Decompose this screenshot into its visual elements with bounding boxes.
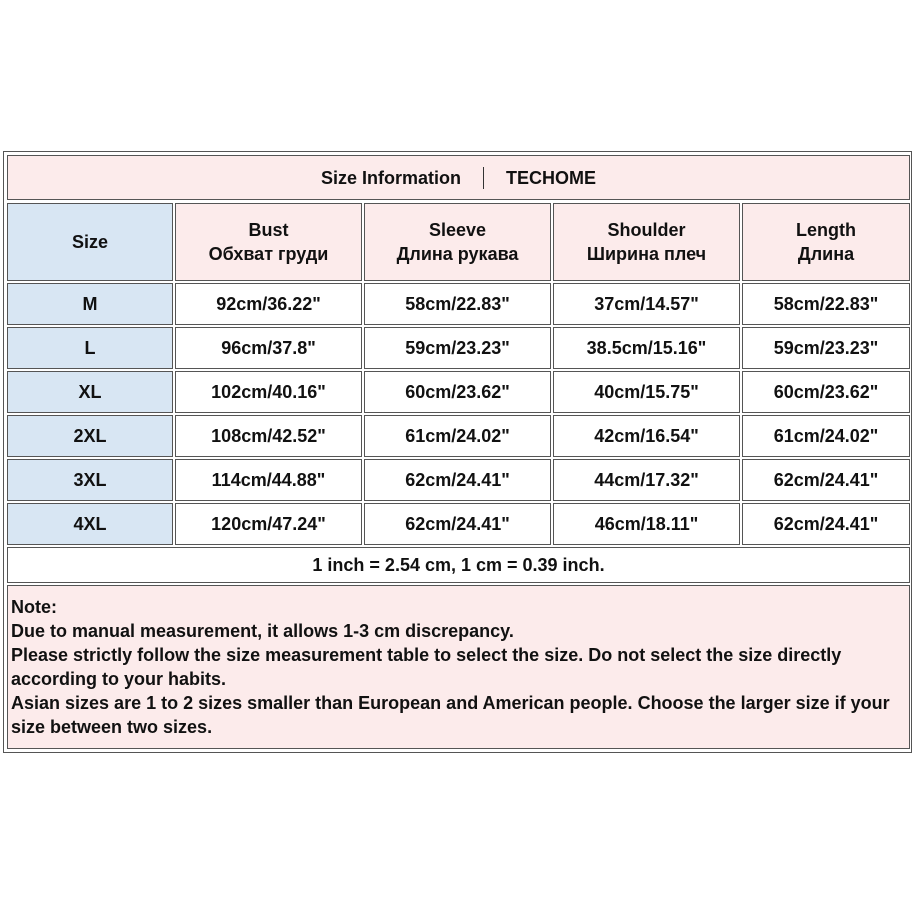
- column-header-ru: Длина рукава: [396, 244, 519, 264]
- size-cell: L: [7, 327, 173, 369]
- column-header-sleeve: [364, 203, 551, 281]
- column-header-ru: Ширина плеч: [586, 244, 707, 264]
- bust-cell: 108cm/42.52": [175, 415, 362, 457]
- length-cell: 58cm/22.83": [742, 283, 910, 325]
- chart-title: Size Information: [320, 167, 461, 188]
- column-header-en: Sleeve: [428, 220, 487, 240]
- unit-conversion: 1 inch = 2.54 cm, 1 cm = 0.39 inch.: [7, 547, 910, 583]
- column-header-ru: Обхват груди: [208, 244, 329, 264]
- size-cell: XL: [7, 371, 173, 413]
- bust-cell: 96cm/37.8": [175, 327, 362, 369]
- length-cell: 62cm/24.41": [742, 459, 910, 501]
- length-cell: 60cm/23.62": [742, 371, 910, 413]
- sleeve-cell: 60cm/23.62": [364, 371, 551, 413]
- bust-cell: 120cm/47.24": [175, 503, 362, 545]
- column-header-shoulder: [553, 203, 740, 281]
- note-heading: Note:: [11, 597, 57, 617]
- column-header-en: Bust: [248, 220, 289, 240]
- sleeve-cell: 62cm/24.41": [364, 503, 551, 545]
- sleeve-cell: 58cm/22.83": [364, 283, 551, 325]
- shoulder-cell: 38.5cm/15.16": [553, 327, 740, 369]
- note-box: [7, 585, 910, 749]
- note-line: Asian sizes are 1 to 2 sizes smaller than European and American people. Choose the larger size if your size between two sizes.: [11, 693, 890, 737]
- length-cell: 59cm/23.23": [742, 327, 910, 369]
- note-line: Please strictly follow the size measurement table to select the size. Do not select the size directly according to your habits.: [11, 645, 842, 689]
- note-line: Due to manual measurement, it allows 1-3 cm discrepancy.: [11, 621, 514, 641]
- shoulder-cell: 37cm/14.57": [553, 283, 740, 325]
- brand-name: TECHOME: [506, 167, 596, 188]
- size-cell: 2XL: [7, 415, 173, 457]
- sleeve-cell: 61cm/24.02": [364, 415, 551, 457]
- bust-cell: 114cm/44.88": [175, 459, 362, 501]
- shoulder-cell: 40cm/15.75": [553, 371, 740, 413]
- sleeve-cell: 59cm/23.23": [364, 327, 551, 369]
- column-header-en: Shoulder: [607, 220, 686, 240]
- shoulder-cell: 42cm/16.54": [553, 415, 740, 457]
- chart-title-bar: [7, 155, 910, 200]
- bust-cell: 102cm/40.16": [175, 371, 362, 413]
- column-header-bust: [175, 203, 362, 281]
- bust-cell: 92cm/36.22": [175, 283, 362, 325]
- size-cell: 4XL: [7, 503, 173, 545]
- size-cell: M: [7, 283, 173, 325]
- size-column-header: Size: [7, 203, 173, 281]
- sleeve-cell: 62cm/24.41": [364, 459, 551, 501]
- title-divider: [483, 167, 484, 189]
- shoulder-cell: 46cm/18.11": [553, 503, 740, 545]
- length-cell: 61cm/24.02": [742, 415, 910, 457]
- size-cell: 3XL: [7, 459, 173, 501]
- column-header-en: Length: [796, 220, 856, 240]
- column-header-length: [742, 203, 910, 281]
- length-cell: 62cm/24.41": [742, 503, 910, 545]
- shoulder-cell: 44cm/17.32": [553, 459, 740, 501]
- size-chart: [3, 151, 912, 753]
- column-header-ru: Длина: [797, 244, 855, 264]
